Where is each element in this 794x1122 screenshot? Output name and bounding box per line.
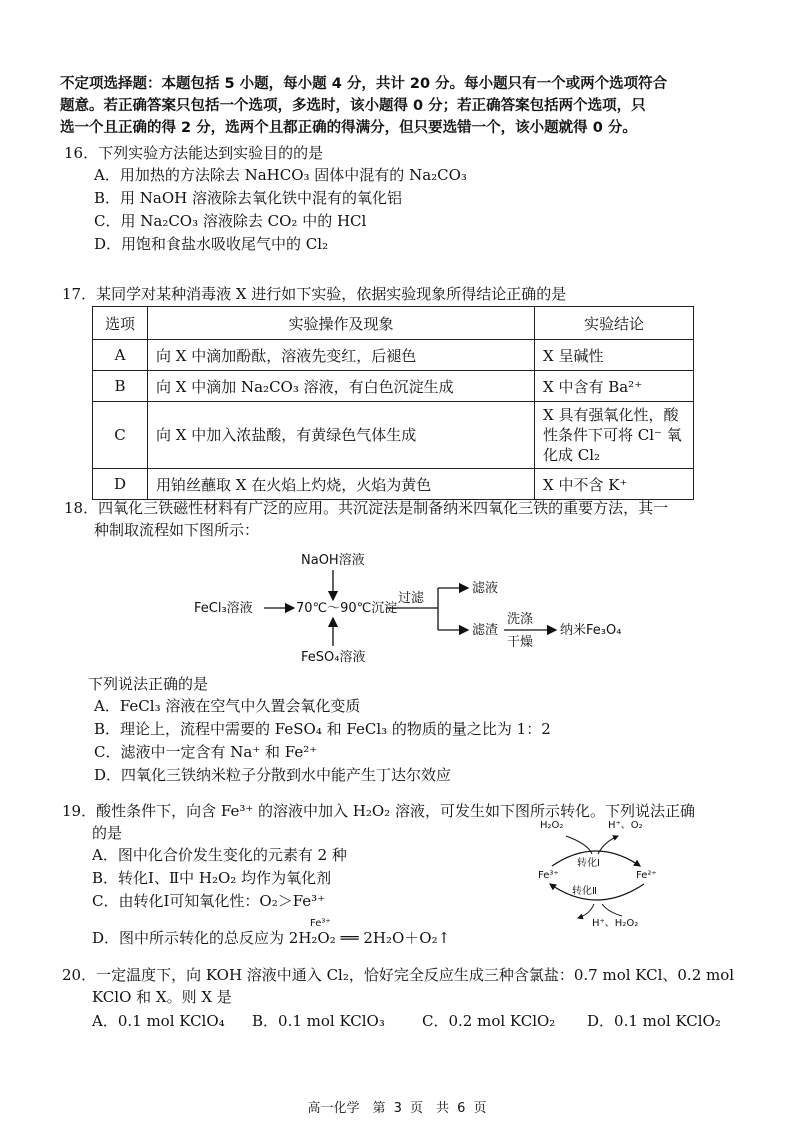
flow-fecl3: FeCl₃溶液 [194,601,253,616]
option-c: C．0.2 mol KClO₂ [422,1012,556,1030]
flow-filter-label: 过滤 [398,591,425,606]
option-b: B．用 NaOH 溶液除去氧化铁中混有的氧化铝 [94,189,403,207]
option-a: A．FeCl₃ 溶液在空气中久置会氧化变质 [94,697,361,715]
question-stem: 16．下列实验方法能达到实验目的的是 [64,144,324,162]
table-row [93,340,694,371]
question-stem: 的是 [92,824,123,842]
question-substem: 下列说法正确的是 [88,675,209,693]
question-stem: KClO 和 X。则 X 是 [92,988,232,1006]
question-stem: 20．一定温度下，向 KOH 溶液中通入 Cl₂，恰好完全反应生成三种含氯盐：0.7 mol KCl、0.2 mol [62,966,735,984]
cycle-transform-1: 转化Ⅰ [577,858,600,869]
experiment-table [92,306,694,500]
cycle-top-right: H⁺、O₂ [608,820,643,831]
question-stem: 17．某同学对某种消毒液 X 进行如下实验，依据实验现象所得结论正确的是 [62,285,567,303]
option-d: D．图中所示转化的总反应为 2H₂O₂ ══ 2H₂O＋O₂↑ [92,929,451,947]
section-instructions [60,73,740,139]
instruction-line: 题意。若正确答案只包括一个选项，多选时，该小题得 0 分；若正确答案包括两个选项，只 [60,98,646,114]
question-18 [64,497,744,541]
row-option: B [93,371,148,402]
option-b: B．转化Ⅰ、Ⅱ中 H₂O₂ 均作为氧化剂 [92,869,332,887]
question-17 [62,283,742,305]
option-b: B．理论上，流程中需要的 FeSO₄ 和 FeCl₃ 的物质的量之比为 1：2 [94,720,551,738]
option-c: C．滤液中一定含有 Na⁺ 和 Fe²⁺ [94,743,318,761]
cycle-left-fe3: Fe³⁺ [538,870,559,881]
flow-naoh: NaOH溶液 [301,553,365,568]
table-row [93,402,694,469]
page-footer: 高一化学 第 3 页 共 6 页 [307,1101,487,1116]
row-option: C [93,402,148,469]
instruction-line: 不定项选择题：本题包括 5 小题，每小题 4 分，共计 20 分。每小题只有一个或两个选项符合 [60,76,668,92]
flow-residue: 滤渣 [472,623,499,638]
header-operation: 实验操作及现象 [148,307,535,340]
cycle-diagram [532,816,672,928]
question-stem: 19．酸性条件下，向含 Fe³⁺ 的溶液中加入 H₂O₂ 溶液，可发生如下图所示转化。下列说法正确 [62,802,695,820]
cycle-bottom-right: H⁺、H₂O₂ [592,918,639,928]
option-c: C．用 Na₂CO₃ 溶液除去 CO₂ 中的 HCl [94,212,367,230]
option-d: D．0.1 mol KClO₂ [587,1012,721,1030]
header-option: 选项 [93,307,148,340]
cycle-right-fe2: Fe²⁺ [636,870,657,881]
option-b: B．0.1 mol KClO₃ [252,1012,385,1030]
cycle-top-left: H₂O₂ [540,820,564,831]
table-row [93,469,694,500]
table-row [93,371,694,402]
flow-diagram [186,548,656,666]
flow-product: 纳米Fe₃O₄ [560,623,622,638]
row-operation: 向 X 中滴加酚酞，溶液先变红，后褪色 [148,340,535,371]
instruction-line: 选一个且正确的得 2 分，选两个且都正确的得满分，但只要选错一个，该小题就得 0 分。 [60,120,637,136]
option-d: D．用饱和食盐水吸收尾气中的 Cl₂ [94,235,329,253]
header-conclusion: 实验结论 [535,307,694,340]
flow-wash-label: 洗涤 [507,612,534,627]
catalyst-mark [300,918,390,936]
row-option: D [93,469,148,500]
question-stem: 种制取流程如下图所示： [94,521,260,539]
flow-filtrate: 滤液 [472,581,499,596]
flow-reaction: 70℃～90℃沉淀 [296,601,398,616]
cycle-transform-2: 转化Ⅱ [572,886,597,897]
row-conclusion: X 具有强氧化性，酸性条件下可将 Cl⁻ 氧化成 Cl₂ [535,402,694,469]
option-a: A．图中化合价发生变化的元素有 2 种 [92,846,347,864]
flow-dry-label: 干燥 [507,635,534,650]
question-18-options [88,673,768,787]
option-a: A．用加热的方法除去 NaHCO₃ 固体中混有的 Na₂CO₃ [94,166,467,184]
option-a: A．0.1 mol KClO₄ [92,1012,225,1030]
row-option: A [93,340,148,371]
table-header-row [93,307,694,340]
question-20 [62,964,752,1034]
catalyst-label: Fe³⁺ [310,918,331,929]
row-conclusion: X 呈碱性 [535,340,694,371]
row-operation: 向 X 中加入浓盐酸，有黄绿色气体生成 [148,402,535,469]
option-d: D．四氧化三铁纳米粒子分散到水中能产生丁达尔效应 [94,766,452,784]
question-16 [64,142,744,256]
row-conclusion: X 中含有 Ba²⁺ [535,371,694,402]
flow-feso4: FeSO₄溶液 [301,650,366,665]
row-operation: 向 X 中滴加 Na₂CO₃ 溶液，有白色沉淀生成 [148,371,535,402]
option-c: C．由转化Ⅰ可知氧化性：O₂＞Fe³⁺ [92,892,326,910]
question-stem: 18．四氧化三铁磁性材料有广泛的应用。共沉淀法是制备纳米四氧化三铁的重要方法，其一 [64,499,669,517]
row-conclusion: X 中不含 K⁺ [535,469,694,500]
options-row [62,1008,752,1034]
row-operation: 用铂丝蘸取 X 在火焰上灼烧，火焰为黄色 [148,469,535,500]
